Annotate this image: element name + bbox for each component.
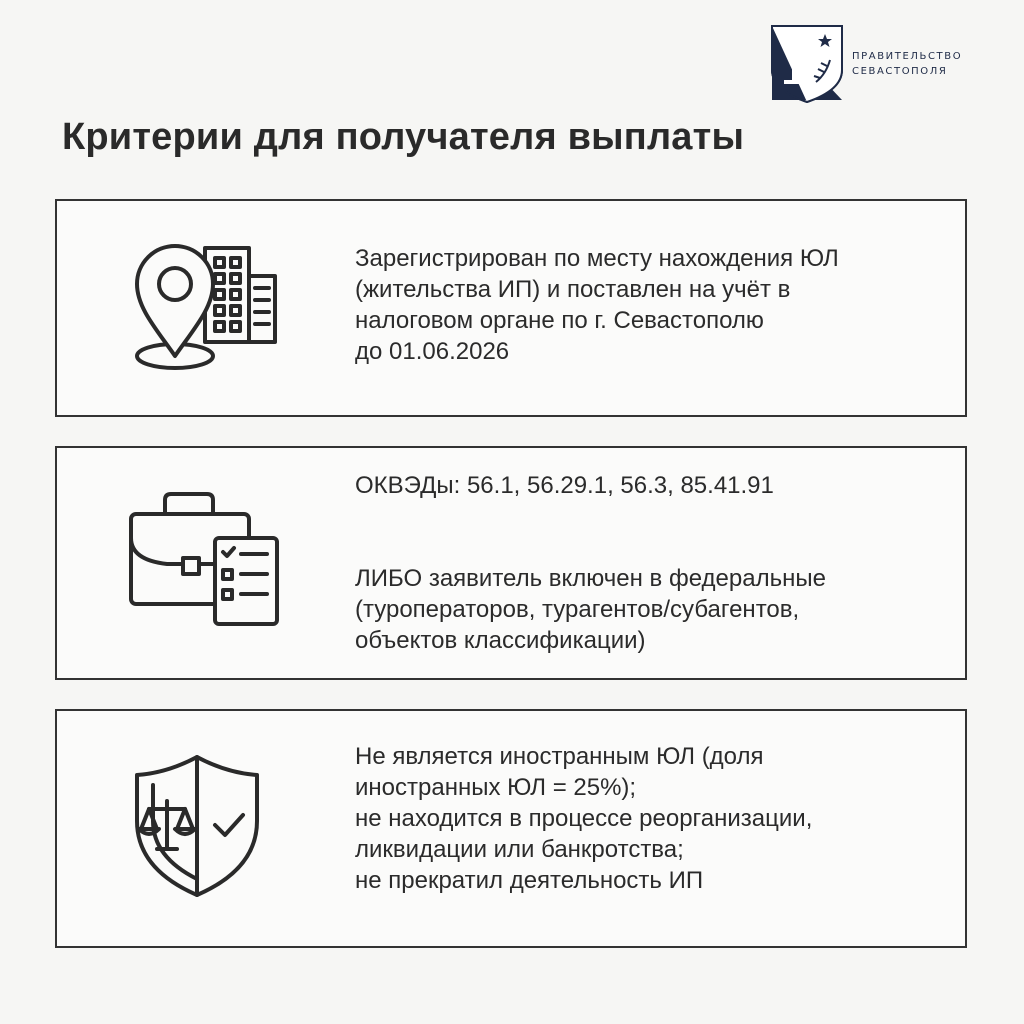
criteria-card-registration — [55, 199, 967, 417]
criteria-card-legal-status — [55, 709, 967, 948]
card-2-line-4: объектов классификации) — [355, 627, 646, 654]
card-3-line-1: Не является иностранным ЮЛ (доля — [355, 743, 764, 770]
logo-line-2: СЕВАСТОПОЛЯ — [852, 66, 948, 77]
location-pin-building-icon — [127, 238, 297, 378]
card-2-line-1: ОКВЭДы: 56.1, 56.29.1, 56.3, 85.41.91 — [355, 472, 774, 499]
card-3-line-4: ликвидации или банкротства; — [355, 836, 684, 863]
logo-line-1: ПРАВИТЕЛЬСТВО — [852, 51, 963, 62]
card-2-line-2: ЛИБО заявитель включен в федеральные — [355, 565, 826, 592]
card-1-line-4: до 01.06.2026 — [355, 338, 510, 365]
sevastopol-coat-of-arms-icon — [770, 24, 844, 104]
card-1-line-2: (жительства ИП) и поставлен на учёт в — [355, 276, 791, 303]
card-3-line-2: иностранных ЮЛ = 25%); — [355, 774, 637, 801]
government-logo — [770, 24, 962, 104]
criteria-card-okved — [55, 446, 967, 680]
briefcase-checklist-icon — [127, 486, 287, 636]
card-2-line-3: (туроператоров, турагентов/субагентов, — [355, 596, 800, 623]
card-3-line-5: не прекратил деятельность ИП — [355, 867, 704, 894]
card-3-line-3: не находится в процессе реорганизации, — [355, 805, 813, 832]
card-1-line-1: Зарегистрирован по месту нахождения ЮЛ — [355, 245, 839, 272]
card-1-line-3: налоговом органе по г. Севастополю — [355, 307, 764, 334]
shield-scales-check-icon — [127, 751, 267, 901]
page-title: Критерии для получателя выплаты — [62, 116, 745, 158]
